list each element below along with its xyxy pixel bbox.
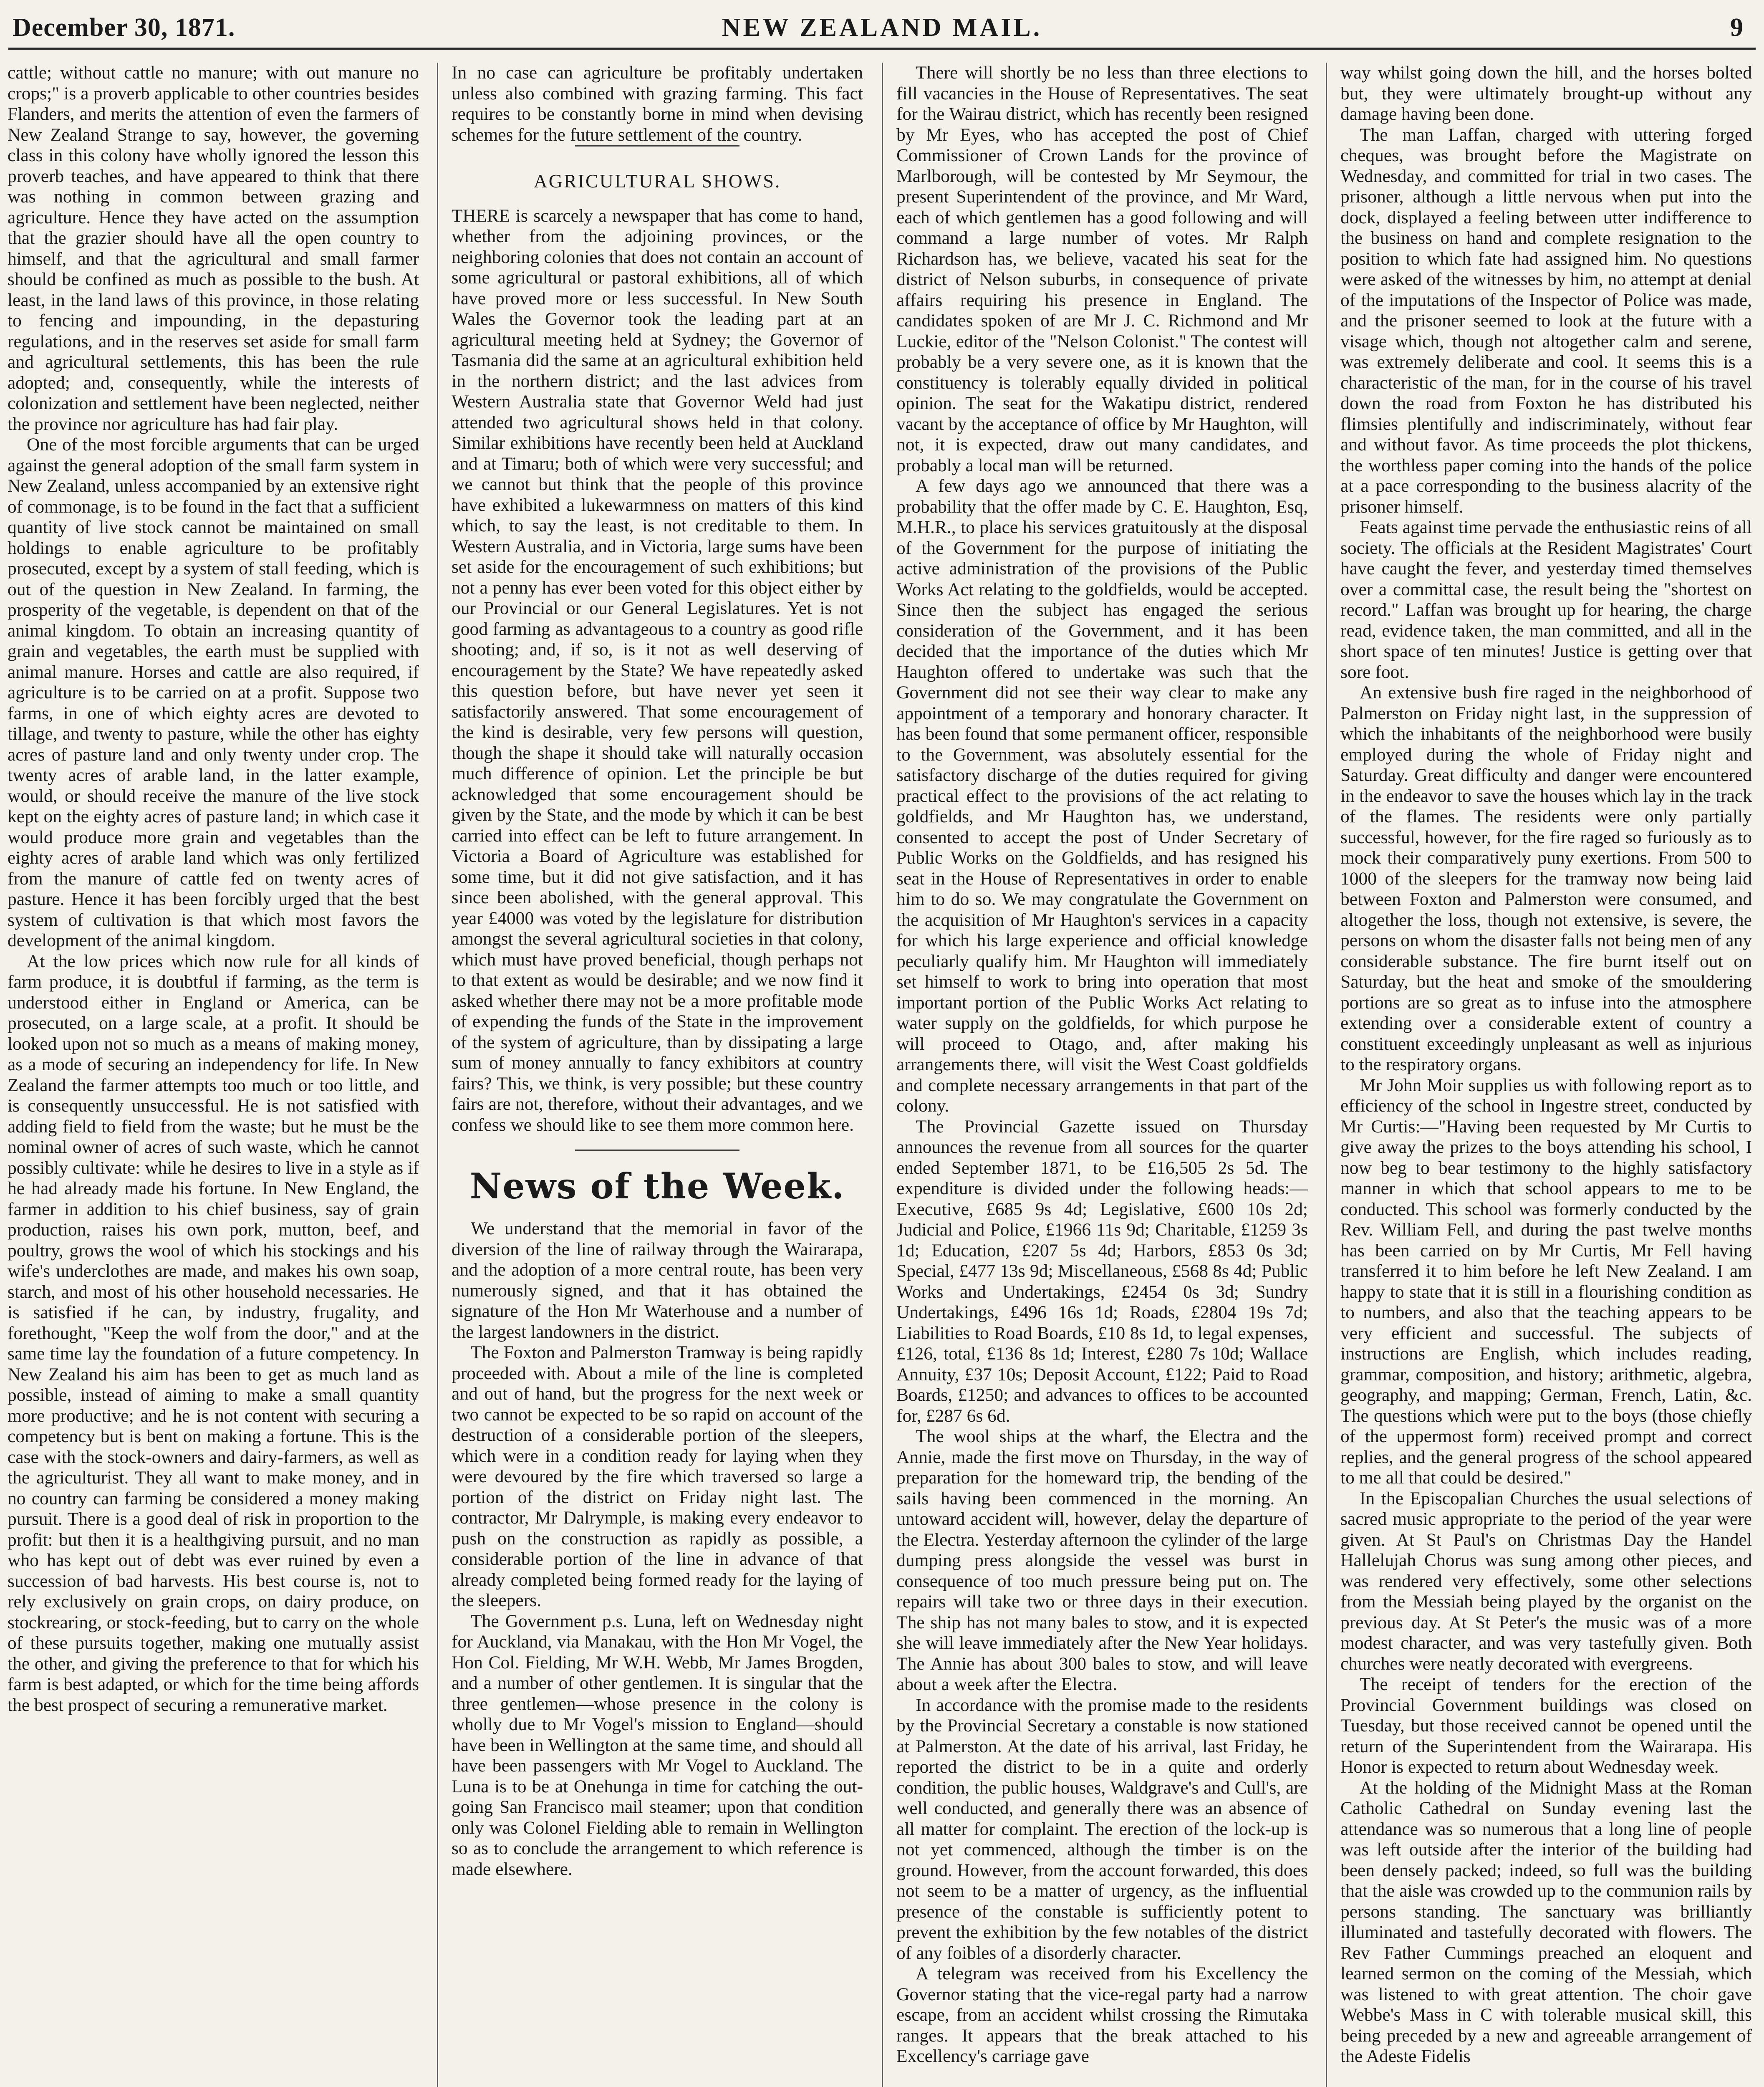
column-rule	[437, 63, 438, 2087]
column-rule	[882, 63, 883, 2087]
masthead	[8, 9, 1756, 50]
newspaper-title: NEW ZEALAND MAIL.	[722, 13, 1042, 42]
paragraph: THERE is scarcely a newspaper that has come to hand, whether from the adjoining provinces, or the neighboring colonies that does not contain an account of some agricultural or pastoral exhibitions, all of which have proved more or less successful. In New South Wales the Governor took the leading part at an agricultural meeting held at Sydney; the Governor of Tasmania did the same at an agricultural exhibition held in the northern district; and the last advices from Western Australia state that Governor Weld had just attended two agricultural shows held in that colony. Similar exhibitions have recently been held at Auckland and at Timaru; both of which were very successful; and we cannot but think that the people of this province have exhibited a lukewarmness on matters of this kind which, to say the least, is not creditable to them. In Western Australia, and in Victoria, large sums have been set aside for the encouragement of such exhibitions; but not a penny has ever been voted for this object either by our Provincial or our General Legislatures. Yet is not good farming as advantageous to a country as good rifle shooting; and, if so, is it not as well deserving of encouragement by the State? We have repeatedly asked this question before, but have never yet seen it satisfactorily answered. That some encouragement of the kind is desirable, very few persons will question, though the shape it should take will naturally occasion much difference of opinion. Let the principle be but acknowledged that some encouragement should be given by the State, and the mode by which it can be best carried into effect can be left to future arrangement. In Victoria a Board of Agriculture was established for some time, but it did not give satisfaction, and it has since been abolished, with the general approval. This year £4000 was voted by the legislature for distribution amongst the several agricultural societies in that colony, which must have proved beneficial, though perhaps not to that extent as would be desirable; and we now find it asked whether there may not be a more profitable mode of expending the funds of the State in the improvement of the system of agriculture, than by dissipating a large sum of money annually to fancy exhibitors at country fairs? This, we think, is very possible; but these country fairs are not, therefore, without their advantages, and we confess we should like to see them more common here.	[452, 205, 863, 1135]
section-heading-agricultural-shows: AGRICULTURAL SHOWS.	[533, 170, 781, 192]
column-3	[896, 63, 1308, 2087]
column-4	[1340, 63, 1752, 2087]
column-rule	[1326, 63, 1327, 2087]
paragraph: way whilst going down the hill, and the horses bolted but, they were ultimately brought-up without any damage having been done.	[1340, 63, 1752, 124]
paragraph: Feats against time pervade the enthusiastic reins of all society. The officials at the Resident Magistrates' Court have caught the fever, and yesterday timed themselves over a committal case, the result being the "shortest on record." Laffan was brought up for hearing, the charge read, evidence taken, the man committed, and all in the short space of ten minutes! Justice is getting over that sore foot.	[1340, 517, 1752, 682]
paragraph: A telegram was received from his Excellency the Governor stating that the vice-regal party had a narrow escape, from an accident whilst crossing the Rimutaka ranges. It appears that the break attached to his Excellency's carriage gave	[896, 1963, 1308, 2066]
paragraph: The receipt of tenders for the erection of the Provincial Government buildings was closed on Tuesday, but those received cannot be opened until the return of the Superintendent from the Wairarapa. His Honor is expected to return about Wednesday week.	[1340, 1674, 1752, 1777]
paragraph: The man Laffan, charged with uttering forged cheques, was brought before the Magistrate on Wednesday, and committed for trial in two cases. The prisoner, although a little nervous when put into the dock, displayed a feeling between utter indifference to the business on hand and complete resignation to the position to which fate had assigned him. No questions were asked of the witnesses by him, no attempt at denial of the imputations of the Inspector of Police was made, and the prisoner seemed to look at the future with a visage which, though not altogether calm and serene, was extremely deliberate and cool. It seems this is a characteristic of the man, for in the course of his travel down the road from Foxton he has distributed his flimsies plentifully and indiscriminately, without fear and without favor. As time proceeds the plot thickens, the worthless paper coming into the hands of the police at a pace corresponding to the business alacrity of the prisoner himself.	[1340, 124, 1752, 517]
paragraph: In the Episcopalian Churches the usual selections of sacred music appropriate to the period of the year were given. At St Paul's on Christmas Day the Handel Hallelujah Chorus was sung among other pieces, and was rendered very effectively, some other selections from the Messiah being played by the organist on the previous day. At St Peter's the music was of a more modest character, and was very tastefully given. Both churches were neatly decorated with evergreens.	[1340, 1488, 1752, 1674]
paragraph: The Foxton and Palmerston Tramway is being rapidly proceeded with. About a mile of the line is completed and out of hand, but the progress for the next week or two cannot be expected to be so rapid on account of the destruction of a considerable portion of the sleepers, which were in a condition ready for laying when they were devoured by the fire which traversed so large a portion of the district on Friday night last. The contractor, Mr Dalrymple, is making every endeavor to push on the construction as rapidly as possible, a considerable portion of the line in advance of that already completed being formed ready for the laying of the sleepers.	[452, 1342, 863, 1610]
paragraph: At the low prices which now rule for all kinds of farm produce, it is doubtful if farming, as the term is understood either in England or America, can be prosecuted, on a large scale, at a profit. It should be looked upon not so much as a means of making money, as a mode of securing an independency for life. In New Zealand the farmer attempts too much or too little, and is consequently unsuccessful. He is not satisfied with adding field to field from the waste; but he must be the nominal owner of acres of such waste, which he cannot possibly cultivate: while he desires to live in a style as if he had already made his fortune. In New England, the farmer in addition to his chief business, say of grain production, raises his own pork, mutton, beef, and poultry, grows the wool of which his stockings and his wife's underclothes are made, and makes his own soap, starch, and most of his other household necessaries. He is satisfied if he can, by industry, frugality, and forethought, "Keep the wolf from the door," and at the same time lay the foundation of a future competency. In New Zealand his aim has been to get as much land as possible, instead of aiming to make a small quantity more productive; and he is not content with securing a competency but is bent on making a fortune. This is the case with the stock-owners and dairy-farmers, as well as the agriculturist. They all want to make money, and in no country can farming be considered a money making pursuit. There is a good deal of risk in proportion to the profit: but then it is a healthgiving pursuit, and no man who has kept out of debt was ever ruined by even a succession of bad harvests. His best course is, not to rely exclusively on grain crops, on dairy produce, on stockrearing, or stock-feeding, but to carry on the whole of these pursuits together, making one mutually assist the other, and giving the preference to that for which his farm is best adapted, or which for the time being affords the best prospect of securing a remunerative market.	[8, 951, 419, 1715]
paragraph: One of the most forcible arguments that can be urged against the general adoption of the small farm system in New Zealand, unless accompanied by an extensive right of commonage, is to be found in the fact that a sufficient quantity of live stock cannot be maintained on small holdings to enable agriculture to be profitably prosecuted, except by a system of stall feeding, which is out of the question in New Zealand. In farming, the prosperity of the vegetable, is dependent on that of the animal kingdom. To obtain an increasing quantity of grain and vegetables, the earth must be supplied with animal manure. Horses and cattle are also required, if agriculture is to be carried on at a profit. Suppose two farms, in one of which eighty acres are devoted to tillage, and twenty to pasture, while the other has eighty acres of pasture land and only twenty under crop. The twenty acres of arable land, in the latter example, would, or should receive the manure of the live stock kept on the eighty acres of pasture land; in which case it would produce more grain and vegetables than the eighty acres of arable land which was only fertilized from the manure of cattle fed on twenty acres of pasture. Hence it has been forcibly urged that the best system of cultivation is that which most favors the development of the animal kingdom.	[8, 435, 419, 950]
paragraph: cattle; without cattle no manure; with out manure no crops;" is a proverb applicable to other countries besides Flanders, and merits the attention of even the farmers of New Zealand Strange to say, however, the governing class in this colony have wholly ignored the lesson this proverb teaches, and have appeared to think that there was nothing in common between grazing and agriculture. Hence they have acted on the assumption that the grazier should have all the open country to himself, and that the agricultural and small farmer should be confined as much as possible to the bush. At least, in the land laws of this province, in those relating to fencing and impounding, in the depasturing regulations, and in the reserves set aside for small farm and agricultural settlements, this has been the rule adopted; and, consequently, while the interests of colonization and settlement have been neglected, neither the province nor agriculture has had fair play.	[8, 63, 419, 434]
paragraph: In no case can agriculture be profitably undertaken unless also combined with grazing farming. This fact requires to be constantly borne in mind when devising schemes for the future settlement of the country.	[452, 63, 863, 145]
paragraph: At the holding of the Midnight Mass at the Roman Catholic Cathedral on Sunday evening last the attendance was so numerous that a long line of people was left outside after the interior of the building had been densely packed; indeed, so full was the building that the aisle was crowded up to the communion rails by persons standing. The sanctuary was brilliantly illuminated and tastefully decorated with flowers. The Rev Father Cummings preached an eloquent and learned sermon on the coming of the Messiah, which was listened to with great attention. The choir gave Webbe's Mass in C with tolerable musical skill, this being preceded by a new and agreeable arrangement of the Adeste Fidelis	[1340, 1777, 1752, 2066]
paragraph: The Provincial Gazette issued on Thursday announces the revenue from all sources for the quarter ended September 1871, to be £16,505 2s 5d. The expenditure is divided under the following heads:—Executive, £685 9s 4d; Legislative, £600 10s 2d; Judicial and Police, £1966 11s 9d; Charitable, £1259 3s 1d; Education, £207 5s 4d; Harbors, £853 0s 3d; Special, £477 13s 9d; Miscellaneous, £568 8s 4d; Public Works and Undertakings, £2454 0s 3d; Sundry Undertakings, £496 16s 1d; Roads, £2804 19s 7d; Liabilities to Road Boards, £10 8s 1d, to legal expenses, £126, total, £136 8s 1d; Interest, £280 7s 10d; Wallace Annuity, £37 10s; Deposit Account, £122; Paid to Road Boards, £1250; and advances to offices to be accounted for, £287 6s 6d.	[896, 1116, 1308, 1426]
paragraph: A few days ago we announced that there was a probability that the offer made by C. E. Haughton, Esq, M.H.R., to place his services gratuitously at the disposal of the Government for the purpose of initiating the active administration of the provisions of the Public Works Act relating to the goldfields, would be accepted. Since then the subject has engaged the serious consideration of the Government, and it has been decided that the importance of the duties which Mr Haughton offered to undertake was such that the Government did not see their way clear to make any appointment of a temporary and honorary character. It has been found that some permanent officer, responsible to the Government, was absolutely essential for the satisfactory discharge of the duties required for giving practical effect to the provisions of the act relating to goldfields, and Mr Haughton has, we understand, consented to accept the post of Under Secretary of Public Works on the Goldfields, and has resigned his seat in the House of Representatives in order to enable him to do so. We may congratulate the Government on the acquisition of Mr Haughton's services in a capacity for which his large experience and official knowledge peculiarly qualify him. Mr Haughton will immediately set himself to work to bring into operation that most important portion of the Public Works Act relating to water supply on the goldfields, for which purpose he will proceed to Otago, and, after making his arrangements there, will visit the West Coast goldfields and complete necessary arrangements in that part of the colony.	[896, 476, 1308, 1116]
paragraph: Mr John Moir supplies us with following report as to efficiency of the school in Ingestre street, conducted by Mr Curtis:—"Having been requested by Mr Curtis to give away the prizes to the boys attending his school, I now beg to bear testimony to the highly satisfactory manner in which that school appears to me to be conducted. This school was formerly conducted by the Rev. William Fell, and during the past twelve months has been carried on by Mr Curtis, Mr Fell having transferred it to him before he left New Zealand. I am happy to state that it is still in a flourishing condition as to numbers, and also that the teaching appears to be very efficient and successful. The subjects of instructions are English, which includes reading, grammar, composition, and history; arithmetic, algebra, geography, and mapping; German, French, Latin, &c. The questions which were put to the boys (those chiefly of the uppermost form) received prompt and correct replies, and the general progress of the school appeared to me all that could be desired."	[1340, 1075, 1752, 1488]
paragraph: There will shortly be no less than three elections to fill vacancies in the House of Representatives. The seat for the Wairau district, which has recently been resigned by Mr Eyes, who has accepted the post of Chief Commissioner of Crown Lands for the province of Marlborough, will be contested by Mr Seymour, the present Superintendent of the province, and Mr Ward, each of which gentlemen has a good following and will command a large number of votes. Mr Ralph Richardson has, we believe, vacated his seat for the district of Nelson suburbs, in consequence of private affairs requiring his presence in England. The candidates spoken of are Mr J. C. Richmond and Mr Luckie, editor of the "Nelson Colonist." The contest will probably be a very severe one, as it is known that the constituency is tolerably equally divided in political opinion. The seat for the Wakatipu district, rendered vacant by the acceptance of office by Mr Haughton, will not, it is expected, draw out many candidates, and probably a local man will be returned.	[896, 63, 1308, 475]
section-heading-news-of-the-week: News of the Week.	[469, 1165, 845, 1207]
page-number: 9	[1730, 13, 1743, 42]
paragraph: An extensive bush fire raged in the neighborhood of Palmerston on Friday night last, in the suppression of which the inhabitants of the neighborhood were busily employed during the whole of Friday night and Saturday. Great difficulty and danger were encountered in the endeavor to save the houses which lay in the track of the flames. The residents were only partially successful, however, for the fire raged so furiously as to mock their comparatively puny exertions. From 500 to 1000 of the sleepers for the tramway now being laid between Foxton and Palmerston were consumed, and altogether the loss, though not extensive, is severe, the persons on whom the disaster falls not being men of any considerable substance. The fire burnt itself out on Saturday, but the heat and smoke of the smouldering portions are so great as to infuse into the atmosphere extending over a considerable extent of country a constituent exceedingly unpleasant as well as injurious to the respiratory organs.	[1340, 682, 1752, 1074]
paragraph: In accordance with the promise made to the residents by the Provincial Secretary a constable is now stationed at Palmerston. At the date of his arrival, last Friday, he reported the district to be in a quite and orderly condition, the public houses, Waldgrave's and Cull's, are well conducted, and generally there was an absence of all matter for complaint. The erection of the lock-up is not yet commenced, although the timber is on the ground. However, from the account forwarded, this does not seem to be a matter of urgency, as the influential presence of the constable is sufficiently potent to prevent the exhibition by the few notables of the district of any foibles of a disorderly character.	[896, 1695, 1308, 1963]
paragraph: We understand that the memorial in favor of the diversion of the line of railway through the Wairarapa, and the adoption of a more central route, has been very numerously signed, and that it has obtained the signature of the Hon Mr Waterhouse and a number of the largest landowners in the district.	[452, 1218, 863, 1342]
section-divider	[575, 145, 739, 147]
column-1	[8, 63, 419, 2087]
paragraph: The Government p.s. Luna, left on Wednesday night for Auckland, via Manakau, with the Hon Mr Vogel, the Hon Col. Fielding, Mr W.H. Webb, Mr James Brogden, and a number of other gentlemen. It is singular that the three gentlemen—whose presence in the colony is wholly due to Mr Vogel's mission to England—should have been in Wellington at the same time, and should all have been passengers with Mr Vogel to Auckland. The Luna is to be at Onehunga in time for catching the out-going San Francisco mail steamer; upon that condition only was Colonel Fielding able to remain in Wellington so as to conclude the arrangement to which reference is made elsewhere.	[452, 1611, 863, 1879]
paragraph: The wool ships at the wharf, the Electra and the Annie, made the first move on Thursday, in the way of preparation for the homeward trip, the bending of the sails having been commenced in the morning. An untoward accident will, however, delay the departure of the Electra. Yesterday afternoon the cylinder of the large dumping press alongside the vessel was burst in consequence of too much pressure being put on. The repairs will take two or three days in their execution. The ship has not many bales to stow, and it is expected she will leave immediately after the New Year holidays. The Annie has about 300 bales to stow, and will leave about a week after the Electra.	[896, 1426, 1308, 1694]
issue-date: December 30, 1871.	[13, 13, 235, 42]
section-divider	[575, 1150, 739, 1151]
column-2	[452, 63, 863, 2087]
